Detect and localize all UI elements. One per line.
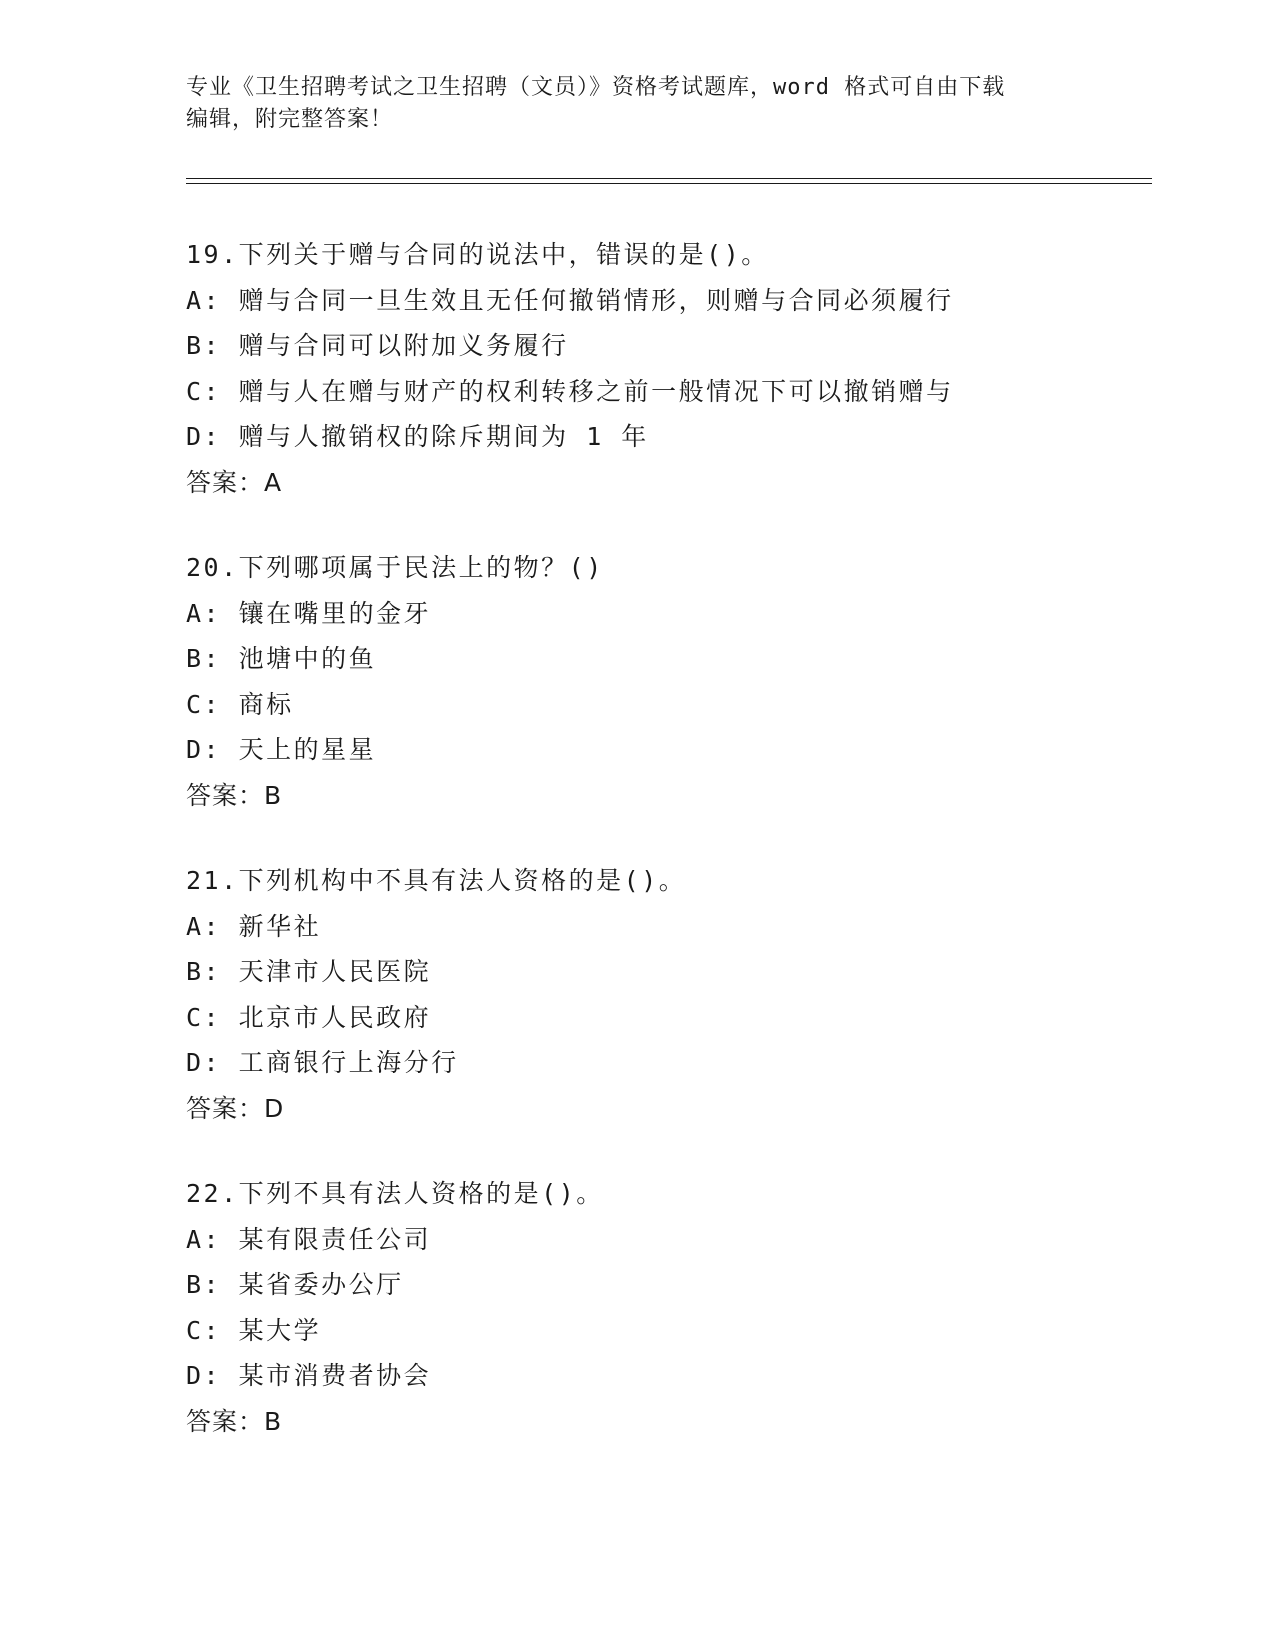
option-a: A: 赠与合同一旦生效且无任何撤销情形，则赠与合同必须履行 xyxy=(186,285,954,315)
question-22 xyxy=(186,1171,1152,1444)
option-b: B: 某省委办公厅 xyxy=(186,1270,404,1299)
header-line-1: 专业《卫生招聘考试之卫生招聘（文员）》资格考试题库，word 格式可自由下载 xyxy=(186,75,1006,100)
answer: 答案：D xyxy=(186,1093,285,1123)
option-a: A: 新华社 xyxy=(186,911,322,941)
question-19 xyxy=(186,232,1152,505)
header-line-2: 编辑，附完整答案！ xyxy=(186,107,394,132)
header-divider-bottom xyxy=(186,183,1152,184)
question-stem: 19.下列关于赠与合同的说法中，错误的是()。 xyxy=(186,240,769,269)
option-b: B: 赠与合同可以附加义务履行 xyxy=(186,331,569,360)
option-d: D: 天上的星星 xyxy=(186,735,377,764)
option-c: C: 某大学 xyxy=(186,1315,322,1345)
answer: 答案：B xyxy=(186,1406,283,1436)
option-c: C: 北京市人民政府 xyxy=(186,1002,432,1032)
answer: 答案：B xyxy=(186,780,283,810)
option-d: D: 赠与人撤销权的除斥期间为 1 年 xyxy=(186,422,649,451)
option-b: B: 池塘中的鱼 xyxy=(186,644,377,673)
option-a: A: 某有限责任公司 xyxy=(186,1224,432,1254)
question-20 xyxy=(186,545,1152,818)
option-d: D: 某市消费者协会 xyxy=(186,1361,432,1390)
answer: 答案：A xyxy=(186,467,283,497)
option-c: C: 赠与人在赠与财产的权利转移之前一般情况下可以撤销赠与 xyxy=(186,376,954,406)
option-c: C: 商标 xyxy=(186,689,294,719)
question-stem: 22.下列不具有法人资格的是()。 xyxy=(186,1179,604,1208)
document-header xyxy=(186,72,1086,136)
header-divider-top xyxy=(186,178,1152,179)
option-d: D: 工商银行上海分行 xyxy=(186,1048,459,1077)
question-list xyxy=(186,232,1152,1484)
question-21 xyxy=(186,858,1152,1131)
question-stem: 20.下列哪项属于民法上的物？() xyxy=(186,553,604,582)
question-stem: 21.下列机构中不具有法人资格的是()。 xyxy=(186,866,687,895)
option-a: A: 镶在嘴里的金牙 xyxy=(186,598,432,628)
option-b: B: 天津市人民医院 xyxy=(186,957,432,986)
